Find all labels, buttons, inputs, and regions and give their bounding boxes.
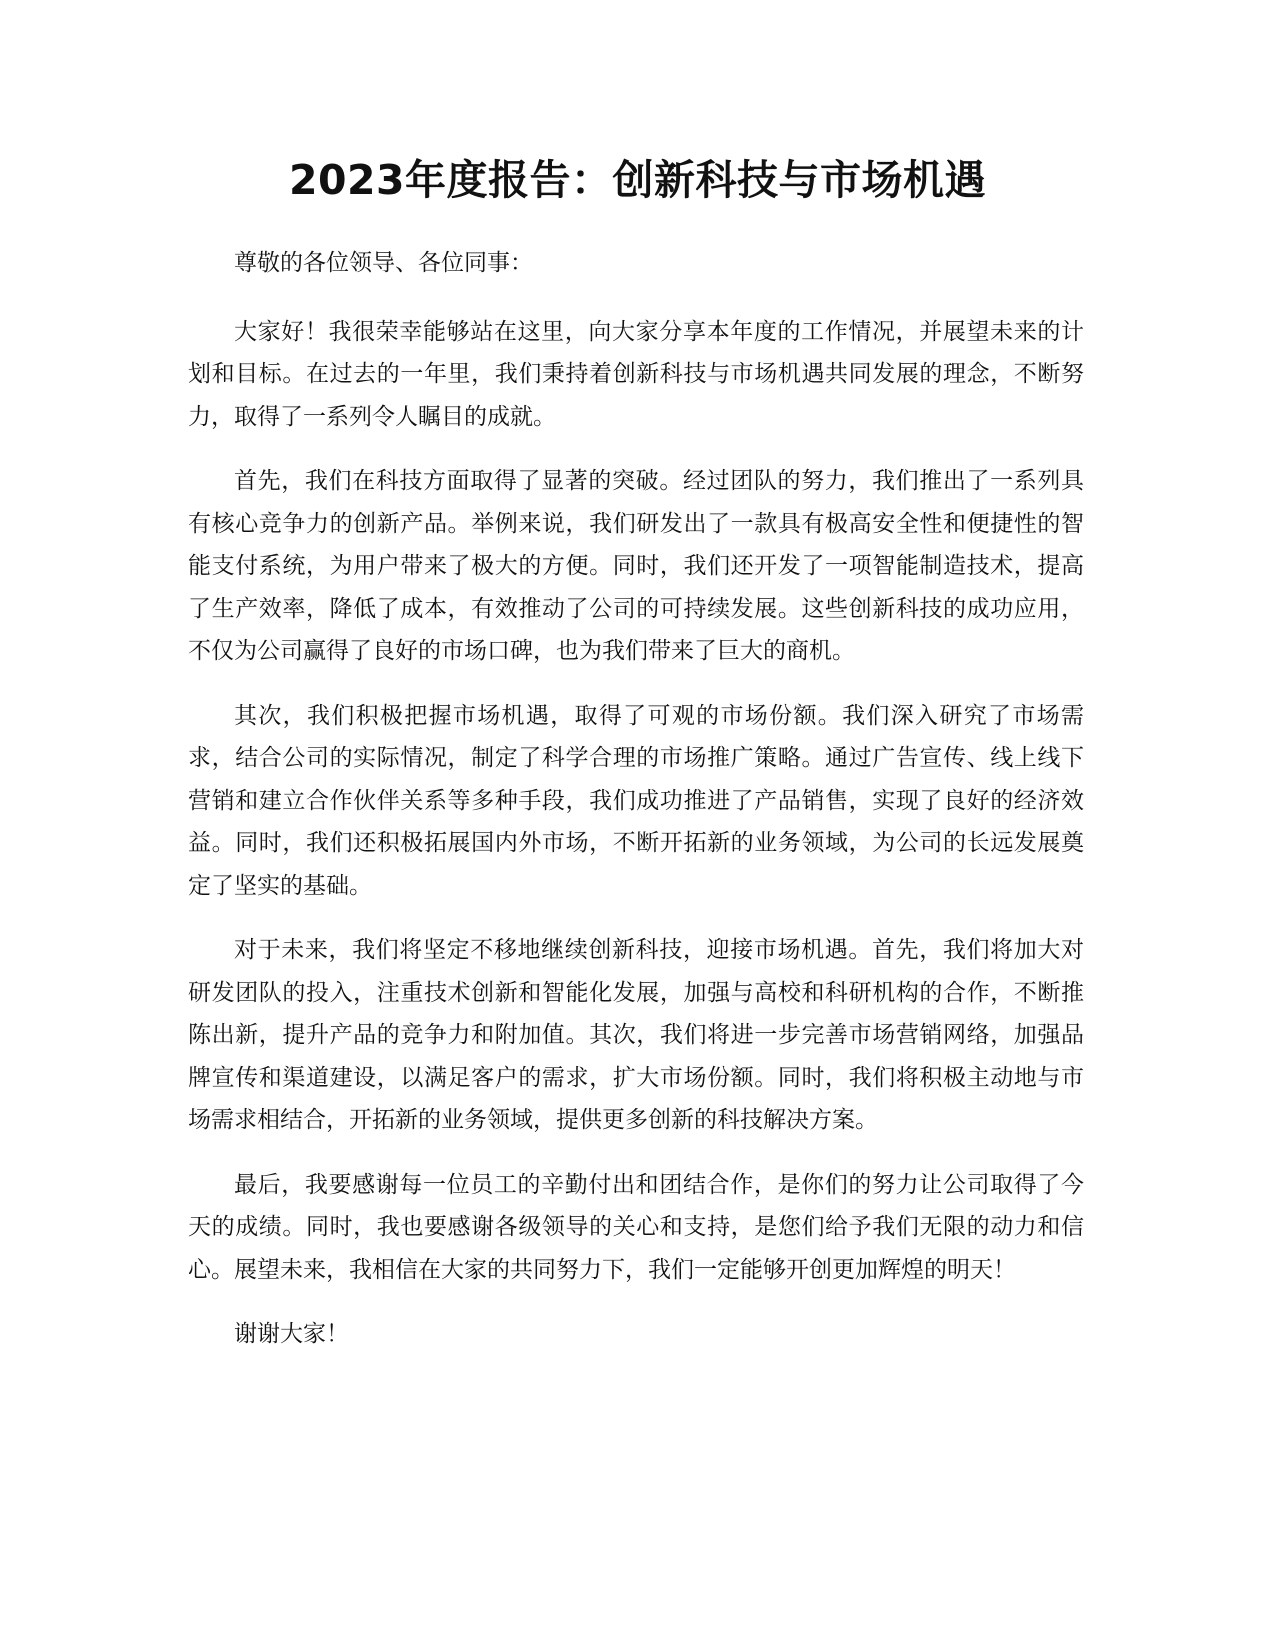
paragraph-greeting: 大家好！我很荣幸能够站在这里，向大家分享本年度的工作情况，并展望未来的计划和目标。在过去的一年里，我们秉持着创新科技与市场机遇共同发展的理念，不断努力，取得了一系列令人瞩目的成就。: [188, 318, 1084, 430]
salutation: 尊敬的各位领导、各位同事：: [234, 250, 533, 276]
paragraph-technology: 首先，我们在科技方面取得了显著的突破。经过团队的努力，我们推出了一系列具有核心竞争力的创新产品。举例来说，我们研发出了一款具有极高安全性和便捷性的智能支付系统，为用户带来了极大的方便。同时，我们还开发了一项智能制造技术，提高了生产效率，降低了成本，有效推动了公司的可持续发展。这些创新科技的成功应用，不仅为公司赢得了良好的市场口碑，也为我们带来了巨大的商机。: [188, 468, 1084, 664]
paragraph-market: 其次，我们积极把握市场机遇，取得了可观的市场份额。我们深入研究了市场需求，结合公司的实际情况，制定了科学合理的市场推广策略。通过广告宣传、线上线下营销和建立合作伙伴关系等多种手段，我们成功推进了产品销售，实现了良好的经济效益。同时，我们还积极拓展国内外市场，不断开拓新的业务领域，为公司的长远发展奠定了坚实的基础。: [188, 702, 1084, 899]
closing-line: 谢谢大家！: [234, 1321, 349, 1347]
paragraph-thanks: 最后，我要感谢每一位员工的辛勤付出和团结合作，是你们的努力让公司取得了今天的成绩。同时，我也要感谢各级领导的关心和支持，是您们给予我们无限的动力和信心。展望未来，我相信在大家的共同努力下，我们一定能够开创更加辉煌的明天！: [188, 1171, 1084, 1283]
paragraph-future: 对于未来，我们将坚定不移地继续创新科技，迎接市场机遇。首先，我们将加大对研发团队的投入，注重技术创新和智能化发展，加强与高校和科研机构的合作，不断推陈出新，提升产品的竞争力和附加值。其次，我们将进一步完善市场营销网络，加强品牌宣传和渠道建设，以满足客户的需求，扩大市场份额。同时，我们将积极主动地与市场需求相结合，开拓新的业务领域，提供更多创新的科技解决方案。: [188, 937, 1084, 1133]
document-title: 2023年度报告：创新科技与市场机遇: [288, 156, 987, 204]
document-body: [188, 242, 1084, 1378]
